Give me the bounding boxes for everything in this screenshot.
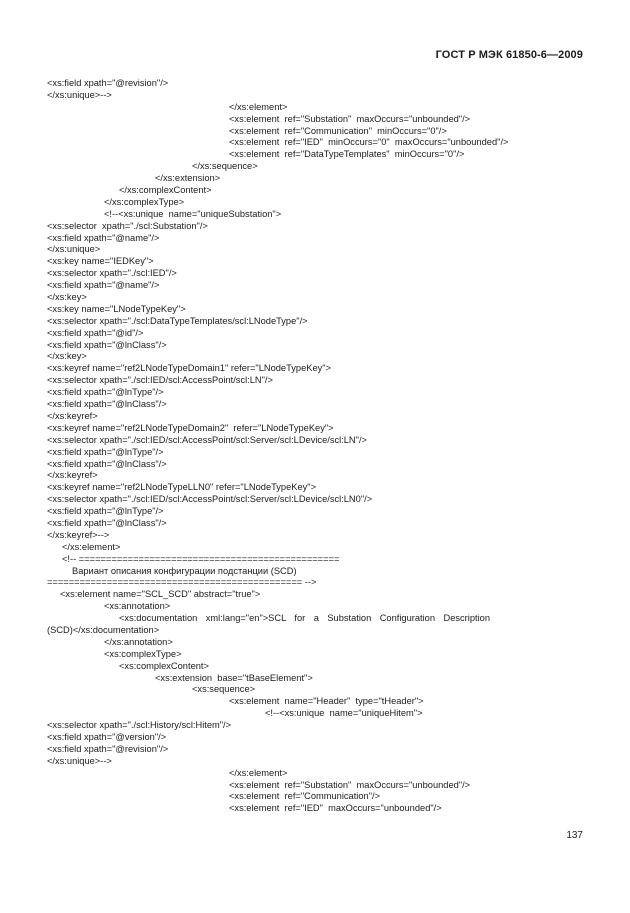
code-line xyxy=(0,494,630,506)
code-line-text: <xs:element ref="Substation" maxOccurs="unbounded"/> xyxy=(229,113,471,124)
code-line xyxy=(0,137,630,149)
code-line xyxy=(0,708,630,720)
code-line-text: <xs:field xpath="@name"/> xyxy=(47,280,160,291)
code-line-text: <xs:key name="IEDKey"> xyxy=(47,256,154,267)
code-line xyxy=(0,197,630,209)
xml-schema-listing xyxy=(0,78,630,815)
code-line-text: </xs:extension> xyxy=(155,173,221,184)
code-line-text: </xs:unique>--> xyxy=(47,89,112,100)
code-line-text: <xs:annotation> xyxy=(104,601,171,612)
code-line xyxy=(0,387,630,399)
code-line xyxy=(0,447,630,459)
code-line xyxy=(0,470,630,482)
code-line xyxy=(0,304,630,316)
code-line-text: <!--<xs:unique name="uniqueSubstation"> xyxy=(104,208,282,219)
code-line-text: <xs:field xpath="@lnType"/> xyxy=(47,387,164,398)
code-line xyxy=(0,78,630,90)
code-line-text: </xs:element> xyxy=(229,767,288,778)
code-line xyxy=(0,292,630,304)
code-line-text: <xs:field xpath="@lnType"/> xyxy=(47,506,164,517)
code-line-text: <xs:element ref="Substation" maxOccurs="unbounded"/> xyxy=(229,779,471,790)
code-line xyxy=(0,423,630,435)
code-line-text: </xs:element> xyxy=(62,541,121,552)
code-line xyxy=(0,316,630,328)
code-line xyxy=(0,459,630,471)
code-line xyxy=(0,684,630,696)
code-line-text: <xs:field xpath="@lnType"/> xyxy=(47,446,164,457)
code-line xyxy=(0,363,630,375)
code-line xyxy=(0,244,630,256)
code-line-text: </xs:key> xyxy=(47,292,87,303)
code-line-text: <xs:keyref name="ref2LNodeTypeDomain2" refer="LNodeTypeKey"> xyxy=(47,422,334,433)
code-line xyxy=(0,126,630,138)
code-line xyxy=(0,613,630,625)
code-line xyxy=(0,185,630,197)
code-line-text: <xs:element name="SCL_SCD" abstract="true"> xyxy=(60,589,261,600)
code-line-text: <xs:element ref="Communication"/> xyxy=(229,791,381,802)
page-number: 137 xyxy=(566,830,583,841)
code-line-text: </xs:key> xyxy=(47,351,87,362)
code-line xyxy=(0,340,630,352)
code-line-text: <xs:keyref name="ref2LNodeTypeLLN0" refer="LNodeTypeKey"> xyxy=(47,482,317,493)
code-line-text: <xs:field xpath="@revision"/> xyxy=(47,78,169,88)
code-line xyxy=(0,732,630,744)
code-line xyxy=(0,435,630,447)
code-line xyxy=(0,399,630,411)
code-line-text: <xs:element name="Header" type="tHeader"> xyxy=(229,696,424,707)
code-line xyxy=(0,102,630,114)
code-line xyxy=(0,720,630,732)
code-line xyxy=(0,673,630,685)
code-line-text: <xs:extension base="tBaseElement"> xyxy=(155,672,313,683)
code-line xyxy=(0,803,630,815)
code-line-text: <xs:element ref="IED" maxOccurs="unbounded"/> xyxy=(229,803,442,814)
code-line-text: <xs:selector xpath="./scl:IED/scl:AccessPoint/scl:LN"/> xyxy=(47,375,273,386)
code-line xyxy=(0,149,630,161)
code-line-text: <!--<xs:unique name="uniqueHitem"> xyxy=(265,708,423,719)
code-line-text: (SCD)</xs:documentation> xyxy=(47,624,160,635)
code-line xyxy=(0,506,630,518)
code-line xyxy=(0,233,630,245)
code-line xyxy=(0,661,630,673)
code-line-text: <xs:selector xpath="./scl:DataTypeTemplates/scl:LNodeType"/> xyxy=(47,315,308,326)
code-line-text: </xs:unique> xyxy=(47,244,101,255)
code-line xyxy=(0,221,630,233)
code-line-text: <xs:complexType> xyxy=(104,648,182,659)
code-line xyxy=(0,328,630,340)
code-line-text: </xs:complexType> xyxy=(104,196,185,207)
code-line-text: <xs:key name="LNodeTypeKey"> xyxy=(47,303,186,314)
code-line xyxy=(0,90,630,102)
code-line xyxy=(0,114,630,126)
code-line-text: </xs:annotation> xyxy=(104,636,173,647)
code-line-text: =============================================== --> xyxy=(47,577,317,588)
code-line-text: <xs:field xpath="@revision"/> xyxy=(47,743,169,754)
code-line xyxy=(0,161,630,173)
code-line-text: <xs:selector xpath="./scl:IED/scl:AccessPoint/scl:Server/scl:LDevice/scl:LN"/> xyxy=(47,434,367,445)
code-line-text: <xs:field xpath="@lnClass"/> xyxy=(47,399,167,410)
code-line xyxy=(0,780,630,792)
code-line xyxy=(0,589,630,601)
code-line-text: <xs:selector xpath="./scl:IED"/> xyxy=(47,268,177,279)
code-line-text: <xs:field xpath="@version"/> xyxy=(47,731,167,742)
code-line-text: <xs:field xpath="@id"/> xyxy=(47,327,144,338)
code-line xyxy=(0,375,630,387)
code-line xyxy=(0,791,630,803)
code-line-text: <xs:field xpath="@lnClass"/> xyxy=(47,339,167,350)
code-line-text: <xs:field xpath="@lnClass"/> xyxy=(47,517,167,528)
code-line-text: <xs:documentation xml:lang="en">SCL for a Substation Configuration Description xyxy=(119,613,490,624)
code-line xyxy=(0,542,630,554)
code-line-text: Вариант описания конфигурации подстанции (SCD) xyxy=(72,565,297,576)
code-line xyxy=(0,280,630,292)
code-line-text: </xs:sequence> xyxy=(192,161,258,172)
code-line-text: </xs:complexContent> xyxy=(119,185,212,196)
code-line-text: <xs:keyref name="ref2LNodeTypeDomain1" refer="LNodeTypeKey"> xyxy=(47,363,331,374)
code-line-text: <!-- ================================================ xyxy=(62,553,340,564)
code-line-text: <xs:selector xpath="./scl:History/scl:Hitem"/> xyxy=(47,720,232,731)
document-header: ГОСТ Р МЭК 61850-6—2009 xyxy=(435,49,583,61)
code-line xyxy=(0,518,630,530)
code-line xyxy=(0,209,630,221)
code-line xyxy=(0,756,630,768)
code-line-text: </xs:unique>--> xyxy=(47,755,112,766)
code-line xyxy=(0,256,630,268)
code-line xyxy=(0,554,630,566)
code-line xyxy=(0,637,630,649)
code-line-text: <xs:selector xpath="./scl:IED/scl:AccessPoint/scl:Server/scl:LDevice/scl:LN0"/> xyxy=(47,494,373,505)
code-line xyxy=(0,173,630,185)
code-line xyxy=(0,768,630,780)
code-line-text: </xs:element> xyxy=(229,101,288,112)
code-line-text: <xs:selector xpath="./scl:Substation"/> xyxy=(47,220,208,231)
code-line-text: <xs:field xpath="@name"/> xyxy=(47,232,160,243)
code-line xyxy=(0,411,630,423)
code-line xyxy=(0,625,630,637)
code-line-text: <xs:element ref="IED" minOccurs="0" maxOccurs="unbounded"/> xyxy=(229,137,509,148)
code-line xyxy=(0,577,630,589)
code-line xyxy=(0,351,630,363)
code-line-text: <xs:complexContent> xyxy=(119,660,209,671)
code-line-text: <xs:field xpath="@lnClass"/> xyxy=(47,458,167,469)
code-line-text: </xs:keyref> xyxy=(47,410,98,421)
code-line xyxy=(0,649,630,661)
code-line xyxy=(0,744,630,756)
code-line xyxy=(0,530,630,542)
code-line-text: </xs:keyref> xyxy=(47,470,98,481)
code-line xyxy=(0,566,630,578)
code-line xyxy=(0,482,630,494)
code-line-text: <xs:element ref="DataTypeTemplates" minOccurs="0"/> xyxy=(229,149,465,160)
code-line xyxy=(0,268,630,280)
code-line-text: </xs:keyref>--> xyxy=(47,529,110,540)
code-line xyxy=(0,601,630,613)
code-line xyxy=(0,696,630,708)
code-line-text: <xs:element ref="Communication" minOccurs="0"/> xyxy=(229,125,447,136)
code-line-text: <xs:sequence> xyxy=(192,684,256,695)
